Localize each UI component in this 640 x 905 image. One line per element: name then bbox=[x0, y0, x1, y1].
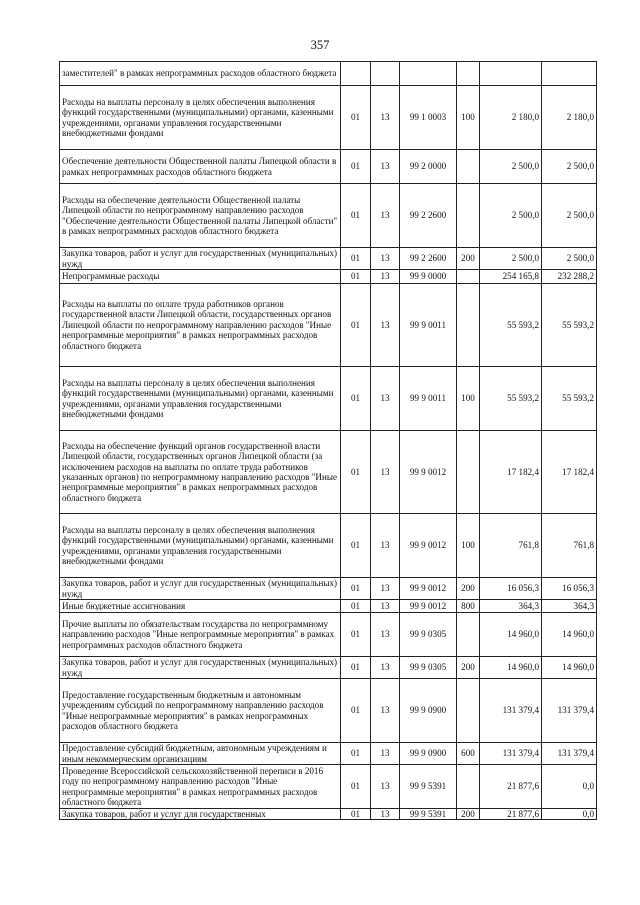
expense-type-code: 800 bbox=[457, 600, 480, 613]
target-article-code: 99 2 2600 bbox=[400, 184, 457, 248]
subsection-code: 13 bbox=[371, 270, 400, 284]
row-name: Расходы на обеспечение функций органов государственной власти Липецкой области, государственных органов Липецкой области (за исключением расходов на выплаты по оплате труда работников указанных органов) по непрограммному направлению расходов "Иные непрограммные мероприятия" в рамках непрограммных расходов областного бюджета bbox=[60, 431, 341, 514]
row-name: Расходы на выплаты персоналу в целях обеспечения выполнения функций государственными (муниципальными) органами, казенными учреждениями, органами управления государственными внебюджетными фондами bbox=[60, 514, 341, 578]
table-row bbox=[60, 743, 597, 765]
target-article-code: 99 2 2600 bbox=[400, 248, 457, 270]
expense-type-code: 200 bbox=[457, 809, 480, 820]
amount-year-1: 55 593,2 bbox=[480, 367, 542, 431]
subsection-code: 13 bbox=[371, 657, 400, 679]
target-article-code: 99 9 0012 bbox=[400, 578, 457, 600]
table-row bbox=[60, 578, 597, 600]
expense-type-code: 200 bbox=[457, 578, 480, 600]
subsection-code: 13 bbox=[371, 743, 400, 765]
target-article-code: 99 9 0012 bbox=[400, 514, 457, 578]
amount-year-1: 55 593,2 bbox=[480, 284, 542, 367]
target-article-code: 99 2 0000 bbox=[400, 150, 457, 184]
row-name: Проведение Всероссийской сельскохозяйственной переписи в 2016 году по непрограммному направлению расходов "Иные непрограммные мероприятия" в рамках непрограммных расходов областного бюджета bbox=[60, 765, 341, 809]
amount-year-2: 131 379,4 bbox=[542, 679, 597, 743]
subsection-code: 13 bbox=[371, 184, 400, 248]
row-name: Расходы на выплаты по оплате труда работников органов государственной власти Липецкой области, государственных органов Липецкой области по непрограммному направлению расходов "Иные непрограммные мероприятия" в рамках непрограммных расходов областного бюджета bbox=[60, 284, 341, 367]
subsection-code: 13 bbox=[371, 367, 400, 431]
table-row bbox=[60, 600, 597, 613]
target-article-code: 99 9 0000 bbox=[400, 270, 457, 284]
amount-year-1: 17 182,4 bbox=[480, 431, 542, 514]
expense-type-code bbox=[457, 270, 480, 284]
table-row bbox=[60, 657, 597, 679]
amount-year-1: 761,8 bbox=[480, 514, 542, 578]
subsection-code: 13 bbox=[371, 613, 400, 657]
table-row bbox=[60, 62, 597, 86]
amount-year-1: 16 056,3 bbox=[480, 578, 542, 600]
expense-type-code: 100 bbox=[457, 514, 480, 578]
amount-year-2: 55 593,2 bbox=[542, 367, 597, 431]
target-article-code bbox=[400, 62, 457, 86]
section-code: 01 bbox=[341, 284, 371, 367]
section-code: 01 bbox=[341, 367, 371, 431]
row-name: Закупка товаров, работ и услуг для государственных (муниципальных) нужд bbox=[60, 248, 341, 270]
table-row bbox=[60, 284, 597, 367]
expense-type-code bbox=[457, 62, 480, 86]
section-code: 01 bbox=[341, 809, 371, 820]
expense-type-code: 200 bbox=[457, 657, 480, 679]
section-code: 01 bbox=[341, 514, 371, 578]
subsection-code: 13 bbox=[371, 150, 400, 184]
target-article-code: 99 9 5391 bbox=[400, 809, 457, 820]
subsection-code: 13 bbox=[371, 765, 400, 809]
amount-year-2: 2 180,0 bbox=[542, 86, 597, 150]
table-row bbox=[60, 248, 597, 270]
section-code: 01 bbox=[341, 270, 371, 284]
amount-year-1: 14 960,0 bbox=[480, 657, 542, 679]
row-name: Прочие выплаты по обязательствам государства по непрограммному направлению расходов "Иные непрограммные мероприятия" в рамках непрограммных расходов областного бюджета bbox=[60, 613, 341, 657]
row-name: Предоставление субсидий бюджетным, автономным учреждениям и иным некоммерческим организациям bbox=[60, 743, 341, 765]
expense-type-code bbox=[457, 431, 480, 514]
row-name: Расходы на выплаты персоналу в целях обеспечения выполнения функций государственными (муниципальными) органами, казенными учреждениями, органами управления государственными внебюджетными фондами bbox=[60, 86, 341, 150]
target-article-code: 99 9 0011 bbox=[400, 284, 457, 367]
target-article-code: 99 1 0003 bbox=[400, 86, 457, 150]
table-row bbox=[60, 86, 597, 150]
expense-type-code bbox=[457, 184, 480, 248]
expense-type-code bbox=[457, 613, 480, 657]
amount-year-1: 254 165,8 bbox=[480, 270, 542, 284]
amount-year-2: 0,0 bbox=[542, 809, 597, 820]
subsection-code: 13 bbox=[371, 600, 400, 613]
row-name: Обеспечение деятельности Общественной палаты Липецкой области в рамках непрограммных расходов областного бюджета bbox=[60, 150, 341, 184]
section-code bbox=[341, 62, 371, 86]
target-article-code: 99 9 5391 bbox=[400, 765, 457, 809]
table-row bbox=[60, 367, 597, 431]
target-article-code: 99 9 0011 bbox=[400, 367, 457, 431]
section-code: 01 bbox=[341, 743, 371, 765]
subsection-code: 13 bbox=[371, 578, 400, 600]
amount-year-2: 17 182,4 bbox=[542, 431, 597, 514]
amount-year-1 bbox=[480, 62, 542, 86]
amount-year-2: 0,0 bbox=[542, 765, 597, 809]
table-row bbox=[60, 765, 597, 809]
row-name: Закупка товаров, работ и услуг для государственных (муниципальных) нужд bbox=[60, 578, 341, 600]
section-code: 01 bbox=[341, 765, 371, 809]
amount-year-2: 2 500,0 bbox=[542, 184, 597, 248]
row-name: Предоставление государственным бюджетным и автономным учреждениям субсидий по непрограммному направлению расходов "Иные непрограммные мероприятия" в рамках непрограммных расходов областного бюджета bbox=[60, 679, 341, 743]
target-article-code: 99 9 0305 bbox=[400, 613, 457, 657]
subsection-code: 13 bbox=[371, 514, 400, 578]
table-row bbox=[60, 613, 597, 657]
section-code: 01 bbox=[341, 184, 371, 248]
amount-year-1: 2 180,0 bbox=[480, 86, 542, 150]
subsection-code: 13 bbox=[371, 284, 400, 367]
page-number: 357 bbox=[310, 38, 330, 52]
expense-type-code: 100 bbox=[457, 86, 480, 150]
budget-table bbox=[59, 61, 597, 820]
subsection-code: 13 bbox=[371, 86, 400, 150]
table-row bbox=[60, 514, 597, 578]
target-article-code: 99 9 0012 bbox=[400, 600, 457, 613]
row-name: Закупка товаров, работ и услуг для государственных bbox=[60, 809, 341, 820]
subsection-code bbox=[371, 62, 400, 86]
amount-year-1: 14 960,0 bbox=[480, 613, 542, 657]
expense-type-code bbox=[457, 679, 480, 743]
section-code: 01 bbox=[341, 600, 371, 613]
row-name: Расходы на обеспечение деятельности Общественной палаты Липецкой области по непрограммному направлению расходов "Обеспечение деятельности Общественной палаты Липецкой области" в рамках непрограммных расходов областного бюджета bbox=[60, 184, 341, 248]
section-code: 01 bbox=[341, 150, 371, 184]
amount-year-1: 2 500,0 bbox=[480, 248, 542, 270]
target-article-code: 99 9 0305 bbox=[400, 657, 457, 679]
row-name: Иные бюджетные ассигнования bbox=[60, 600, 341, 613]
amount-year-2: 2 500,0 bbox=[542, 150, 597, 184]
expense-type-code bbox=[457, 284, 480, 367]
expense-type-code: 100 bbox=[457, 367, 480, 431]
subsection-code: 13 bbox=[371, 431, 400, 514]
table-row bbox=[60, 809, 597, 820]
amount-year-2: 364,3 bbox=[542, 600, 597, 613]
expense-type-code bbox=[457, 765, 480, 809]
table-row bbox=[60, 184, 597, 248]
amount-year-2: 131 379,4 bbox=[542, 743, 597, 765]
amount-year-1: 2 500,0 bbox=[480, 150, 542, 184]
section-code: 01 bbox=[341, 578, 371, 600]
table-row bbox=[60, 431, 597, 514]
table-row bbox=[60, 679, 597, 743]
amount-year-2: 2 500,0 bbox=[542, 248, 597, 270]
section-code: 01 bbox=[341, 86, 371, 150]
section-code: 01 bbox=[341, 431, 371, 514]
table-row bbox=[60, 270, 597, 284]
row-name: Непрограммные расходы bbox=[60, 270, 341, 284]
target-article-code: 99 9 0900 bbox=[400, 679, 457, 743]
amount-year-2 bbox=[542, 62, 597, 86]
row-name: заместителей" в рамках непрограммных расходов областного бюджета bbox=[60, 62, 341, 86]
amount-year-1: 131 379,4 bbox=[480, 679, 542, 743]
expense-type-code bbox=[457, 150, 480, 184]
amount-year-1: 2 500,0 bbox=[480, 184, 542, 248]
amount-year-2: 16 056,3 bbox=[542, 578, 597, 600]
section-code: 01 bbox=[341, 657, 371, 679]
table-row bbox=[60, 150, 597, 184]
amount-year-2: 232 288,2 bbox=[542, 270, 597, 284]
amount-year-2: 55 593,2 bbox=[542, 284, 597, 367]
expense-type-code: 200 bbox=[457, 248, 480, 270]
row-name: Закупка товаров, работ и услуг для государственных (муниципальных) нужд bbox=[60, 657, 341, 679]
amount-year-1: 364,3 bbox=[480, 600, 542, 613]
row-name: Расходы на выплаты персоналу в целях обеспечения выполнения функций государственными (муниципальными) органами, казенными учреждениями, органами управления государственными внебюджетными фондами bbox=[60, 367, 341, 431]
amount-year-1: 21 877,6 bbox=[480, 809, 542, 820]
table-body bbox=[60, 62, 597, 820]
subsection-code: 13 bbox=[371, 679, 400, 743]
section-code: 01 bbox=[341, 679, 371, 743]
amount-year-1: 21 877,6 bbox=[480, 765, 542, 809]
section-code: 01 bbox=[341, 613, 371, 657]
amount-year-2: 14 960,0 bbox=[542, 657, 597, 679]
amount-year-2: 761,8 bbox=[542, 514, 597, 578]
section-code: 01 bbox=[341, 248, 371, 270]
amount-year-2: 14 960,0 bbox=[542, 613, 597, 657]
subsection-code: 13 bbox=[371, 809, 400, 820]
expense-type-code: 600 bbox=[457, 743, 480, 765]
subsection-code: 13 bbox=[371, 248, 400, 270]
target-article-code: 99 9 0900 bbox=[400, 743, 457, 765]
target-article-code: 99 9 0012 bbox=[400, 431, 457, 514]
amount-year-1: 131 379,4 bbox=[480, 743, 542, 765]
